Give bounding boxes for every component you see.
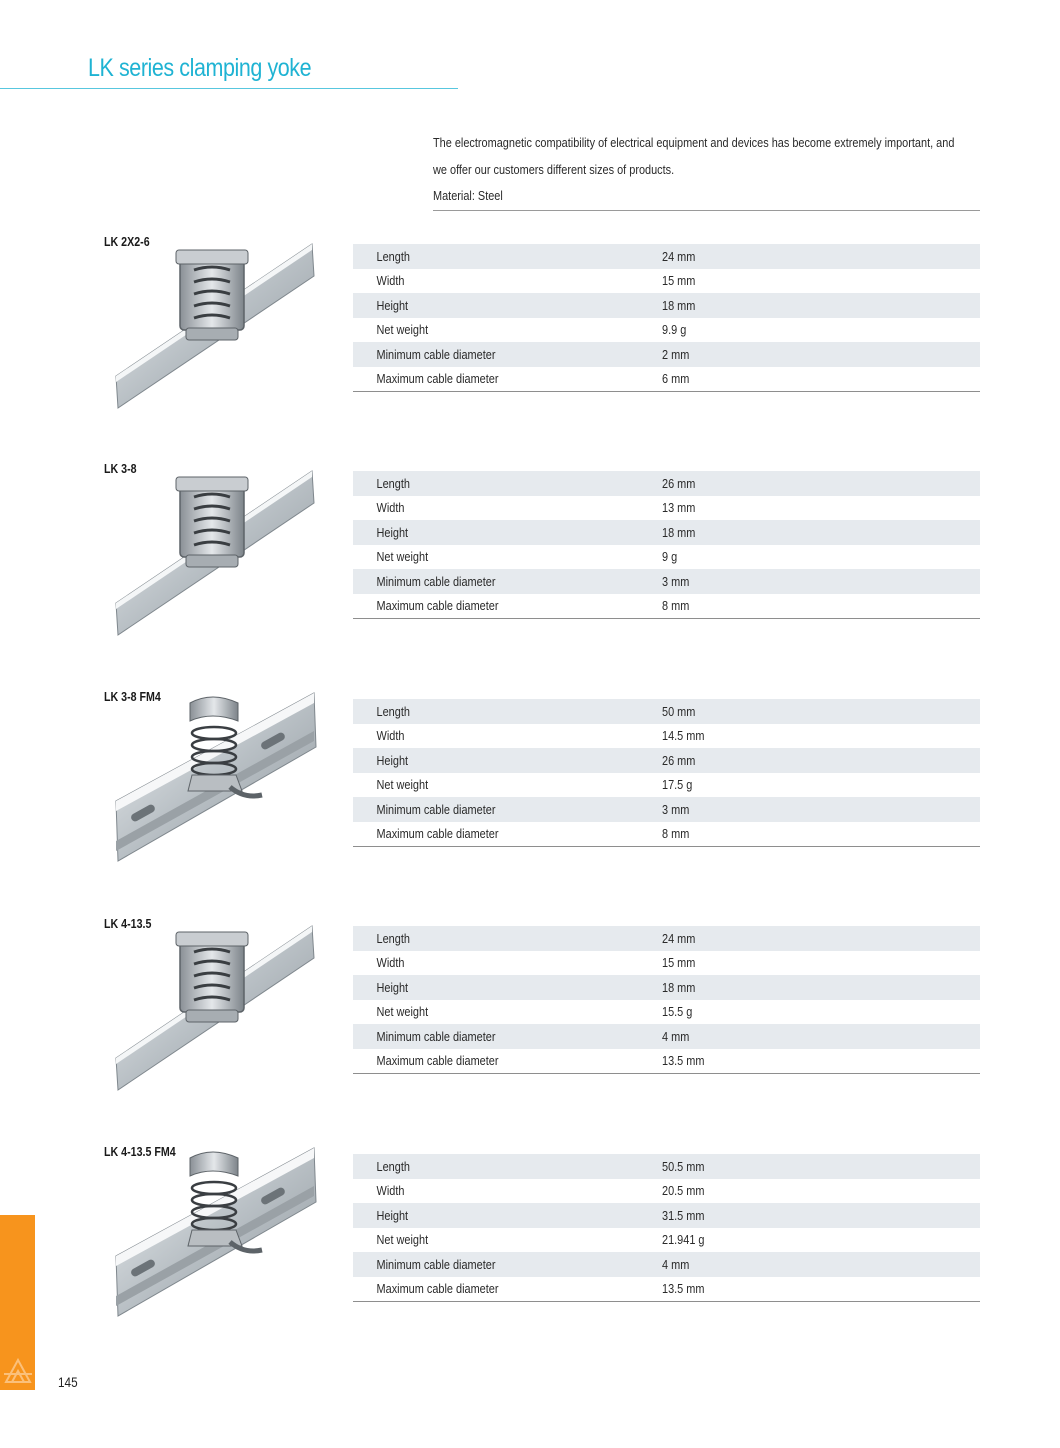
spec-value: 15 mm [662, 955, 696, 971]
spec-row-min-cable [353, 1024, 980, 1049]
spec-label: Length [376, 1158, 410, 1174]
spec-value: 18 mm [662, 979, 696, 995]
spec-label: Height [376, 297, 409, 313]
spec-label: Maximum cable diameter [376, 1281, 499, 1297]
intro-divider [433, 210, 980, 211]
product-image [112, 918, 317, 1093]
intro-line-2: we offer our customers different sizes of products. [433, 161, 675, 177]
product-image [112, 1146, 317, 1321]
spec-row-min-cable [353, 797, 980, 822]
spec-value: 24 mm [662, 930, 696, 946]
spec-label: Minimum cable diameter [376, 573, 496, 589]
spec-label: Height [376, 1207, 409, 1223]
spec-value: 50.5 mm [662, 1158, 705, 1174]
spec-row-min-cable [353, 342, 980, 367]
spec-table [353, 1154, 980, 1302]
spec-table [353, 926, 980, 1074]
product-image [112, 463, 317, 638]
spec-label: Height [376, 752, 409, 768]
spec-row-length [353, 244, 980, 269]
spec-label: Length [376, 248, 410, 264]
spec-label: Height [376, 979, 409, 995]
intro-line-1: The electromagnetic compatibility of electrical equipment and devices has become extremely important, and [433, 135, 955, 150]
product-name: LK 2X2-6 [104, 234, 150, 249]
spec-label: Minimum cable diameter [376, 1028, 496, 1044]
section-side-tab [0, 1215, 35, 1390]
spec-value: 3 mm [662, 801, 690, 817]
spec-value: 13.5 mm [662, 1053, 705, 1069]
product-image [112, 691, 317, 866]
spec-value: 13.5 mm [662, 1281, 705, 1297]
spec-row-max-cable [353, 1277, 980, 1302]
spec-row-net-weight [353, 773, 980, 798]
spec-label: Width [376, 728, 405, 744]
product-image [112, 236, 317, 411]
spec-label: Width [376, 955, 405, 971]
spec-table [353, 471, 980, 619]
spec-row-width [353, 496, 980, 521]
spec-value: 18 mm [662, 524, 696, 540]
spec-label: Width [376, 500, 405, 516]
spec-label: Net weight [376, 1004, 429, 1020]
spec-value: 26 mm [662, 752, 696, 768]
spec-row-length [353, 699, 980, 724]
table-divider [353, 391, 980, 392]
spec-label: Maximum cable diameter [376, 598, 499, 614]
spec-label: Maximum cable diameter [376, 826, 499, 842]
spec-row-width [353, 724, 980, 749]
spec-value: 3 mm [662, 573, 690, 589]
product-name: LK 3-8 FM4 [104, 689, 161, 704]
spec-row-width [353, 1179, 980, 1204]
table-divider [353, 618, 980, 619]
title-underline [0, 88, 458, 89]
spec-row-height [353, 520, 980, 545]
spec-value: 13 mm [662, 500, 696, 516]
spec-label: Length [376, 930, 410, 946]
spec-value: 8 mm [662, 826, 690, 842]
spec-value: 2 mm [662, 346, 690, 362]
spec-value: 9.9 g [662, 322, 687, 338]
spec-row-length [353, 926, 980, 951]
spec-row-length [353, 471, 980, 496]
spec-row-height [353, 1203, 980, 1228]
spec-value: 17.5 g [662, 777, 693, 793]
spec-row-max-cable [353, 367, 980, 392]
spec-row-min-cable [353, 1252, 980, 1277]
spec-label: Height [376, 524, 409, 540]
spec-label: Net weight [376, 1232, 429, 1248]
table-divider [353, 846, 980, 847]
table-divider [353, 1301, 980, 1302]
spec-value: 9 g [662, 549, 678, 565]
spec-row-height [353, 975, 980, 1000]
spec-row-net-weight [353, 545, 980, 570]
spec-row-length [353, 1154, 980, 1179]
spec-table [353, 244, 980, 392]
spec-value: 50 mm [662, 703, 696, 719]
spec-value: 31.5 mm [662, 1207, 705, 1223]
spec-label: Maximum cable diameter [376, 1053, 499, 1069]
spec-label: Net weight [376, 322, 429, 338]
spec-value: 24 mm [662, 248, 696, 264]
spec-value: 20.5 mm [662, 1183, 705, 1199]
spec-value: 26 mm [662, 475, 696, 491]
spec-row-width [353, 951, 980, 976]
spec-value: 18 mm [662, 297, 696, 313]
table-divider [353, 1073, 980, 1074]
spec-row-height [353, 748, 980, 773]
spec-label: Width [376, 1183, 405, 1199]
spec-row-net-weight [353, 318, 980, 343]
spec-row-max-cable [353, 594, 980, 619]
spec-row-max-cable [353, 822, 980, 847]
spec-label: Length [376, 475, 410, 491]
spec-value: 4 mm [662, 1028, 690, 1044]
spec-label: Maximum cable diameter [376, 371, 499, 387]
page-number: 145 [58, 1374, 78, 1390]
spec-value: 6 mm [662, 371, 690, 387]
spec-value: 4 mm [662, 1256, 690, 1272]
brand-mark-icon [2, 1352, 34, 1388]
intro-text [433, 130, 980, 210]
spec-row-net-weight [353, 1000, 980, 1025]
product-name: LK 3-8 [104, 461, 137, 476]
spec-label: Net weight [376, 777, 429, 793]
spec-value: 15 mm [662, 273, 696, 289]
spec-value: 8 mm [662, 598, 690, 614]
spec-row-height [353, 293, 980, 318]
spec-label: Minimum cable diameter [376, 1256, 496, 1272]
spec-row-min-cable [353, 569, 980, 594]
spec-value: 15.5 g [662, 1004, 693, 1020]
spec-label: Width [376, 273, 405, 289]
spec-value: 14.5 mm [662, 728, 705, 744]
spec-label: Length [376, 703, 410, 719]
product-name: LK 4-13.5 FM4 [104, 1144, 176, 1159]
product-name: LK 4-13.5 [104, 916, 152, 931]
spec-label: Minimum cable diameter [376, 801, 496, 817]
page-title: LK series clamping yoke [88, 54, 312, 82]
spec-row-max-cable [353, 1049, 980, 1074]
intro-material: Material: Steel [433, 188, 503, 203]
spec-row-width [353, 269, 980, 294]
spec-value: 21.941 g [662, 1232, 705, 1248]
spec-table [353, 699, 980, 847]
spec-row-net-weight [353, 1228, 980, 1253]
spec-label: Net weight [376, 549, 429, 565]
spec-label: Minimum cable diameter [376, 346, 496, 362]
